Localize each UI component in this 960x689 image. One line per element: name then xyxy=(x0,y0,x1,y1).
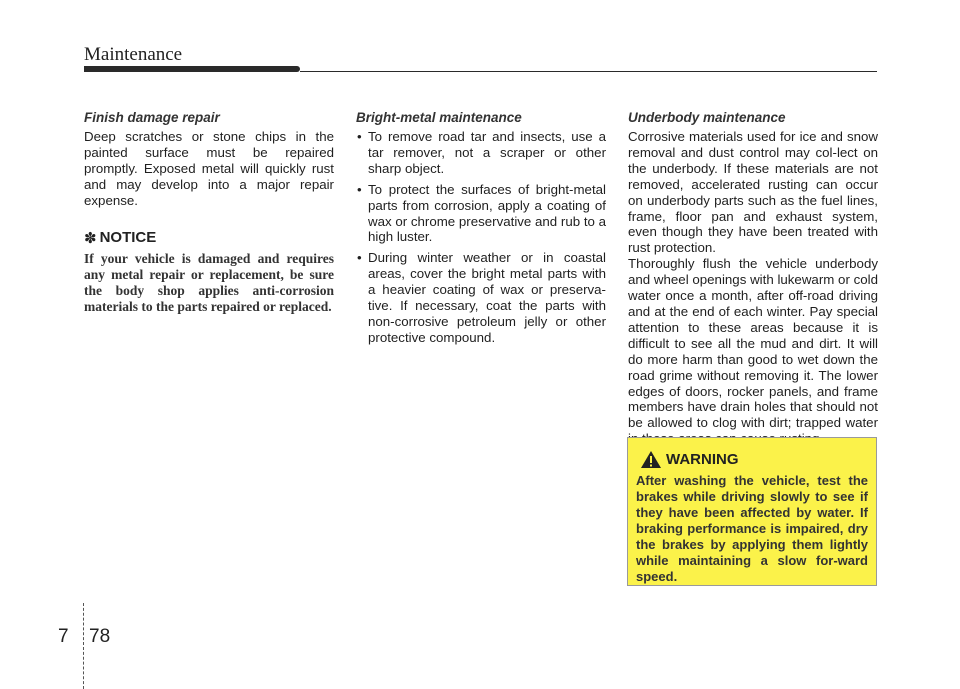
warning-title-label: WARNING xyxy=(666,451,739,468)
list-item xyxy=(356,182,606,246)
bullet-icon: • xyxy=(357,250,362,266)
bright-metal-list xyxy=(356,129,606,346)
bullet-icon: • xyxy=(357,129,362,144)
list-item-text: To remove road tar and insects, use a tar remover, not a scraper or other sharp object. xyxy=(368,129,606,176)
header-bar xyxy=(84,66,300,72)
column-bright-metal xyxy=(356,110,606,351)
finish-damage-heading: Finish damage repair xyxy=(84,110,220,125)
column-underbody xyxy=(628,110,878,447)
warning-triangle-icon xyxy=(640,450,662,469)
warning-box xyxy=(627,437,877,586)
bright-metal-heading: Bright-metal maintenance xyxy=(356,110,522,125)
notice-title-label: NOTICE xyxy=(99,229,157,247)
header-rule xyxy=(300,71,877,72)
list-item-text: During winter weather or in coastal areas, cover the bright metal parts with a heavier coating of wax or preserva-tive. If necessary, coat the parts with non-corrosive petroleum jelly or other protective compound. xyxy=(368,250,606,345)
warning-body: After washing the vehicle, test the brakes while driving slowly to see if they have been affected by water. If braking performance is impaired, dry the brakes by applying them lightly while maintaining a slow for-ward speed. xyxy=(636,473,868,584)
chapter-number: 7 xyxy=(58,626,69,647)
column-finish-damage xyxy=(84,110,334,315)
list-item-text: To protect the surfaces of bright-metal parts from corrosion, apply a coating of wax or chrome preservative and rub to a high luster. xyxy=(368,181,606,245)
page-number: 78 xyxy=(89,626,111,647)
footer-divider xyxy=(83,603,84,689)
bullet-icon: • xyxy=(357,181,362,197)
notice-star-icon: ✽ xyxy=(84,229,97,247)
notice-title xyxy=(84,229,334,247)
underbody-paragraph-2: Thoroughly flush the vehicle underbody and wheel openings with lukewarm or cold water once a month, after off-road driving and at the end of each winter. Pay special attention to these areas because it is difficult to see all the mud and dirt. It will do more harm than good to wet down the road grime without removing it. The lower edges of doors, rocker panels, and frame members have drain holes that should not be allowed to clog with dirt; trapped water xyxy=(628,256,878,431)
warning-title xyxy=(640,450,868,469)
notice-body: If your vehicle is damaged and requires any metal repair or replacement, be sure the body shop applies anti-corrosion materials to the parts repaired or replaced. xyxy=(84,250,334,314)
list-item xyxy=(356,250,606,345)
underbody-paragraph-1: Corrosive materials used for ice and snow removal and dust control may col-lect on the underbody. If these materials are not removed, accelerated rusting can occur on underbody parts such as the fuel lines, frame, floor pan and exhaust system, even though they have been treated with rust protection. xyxy=(628,129,878,256)
list-item xyxy=(356,129,606,177)
page-header-title: Maintenance xyxy=(84,44,183,65)
finish-damage-paragraph: Deep scratches or stone chips in the painted surface must be repaired promptly. Exposed metal will quickly rust and may develop into a major repair expense. xyxy=(84,129,334,208)
underbody-heading: Underbody maintenance xyxy=(628,110,786,125)
